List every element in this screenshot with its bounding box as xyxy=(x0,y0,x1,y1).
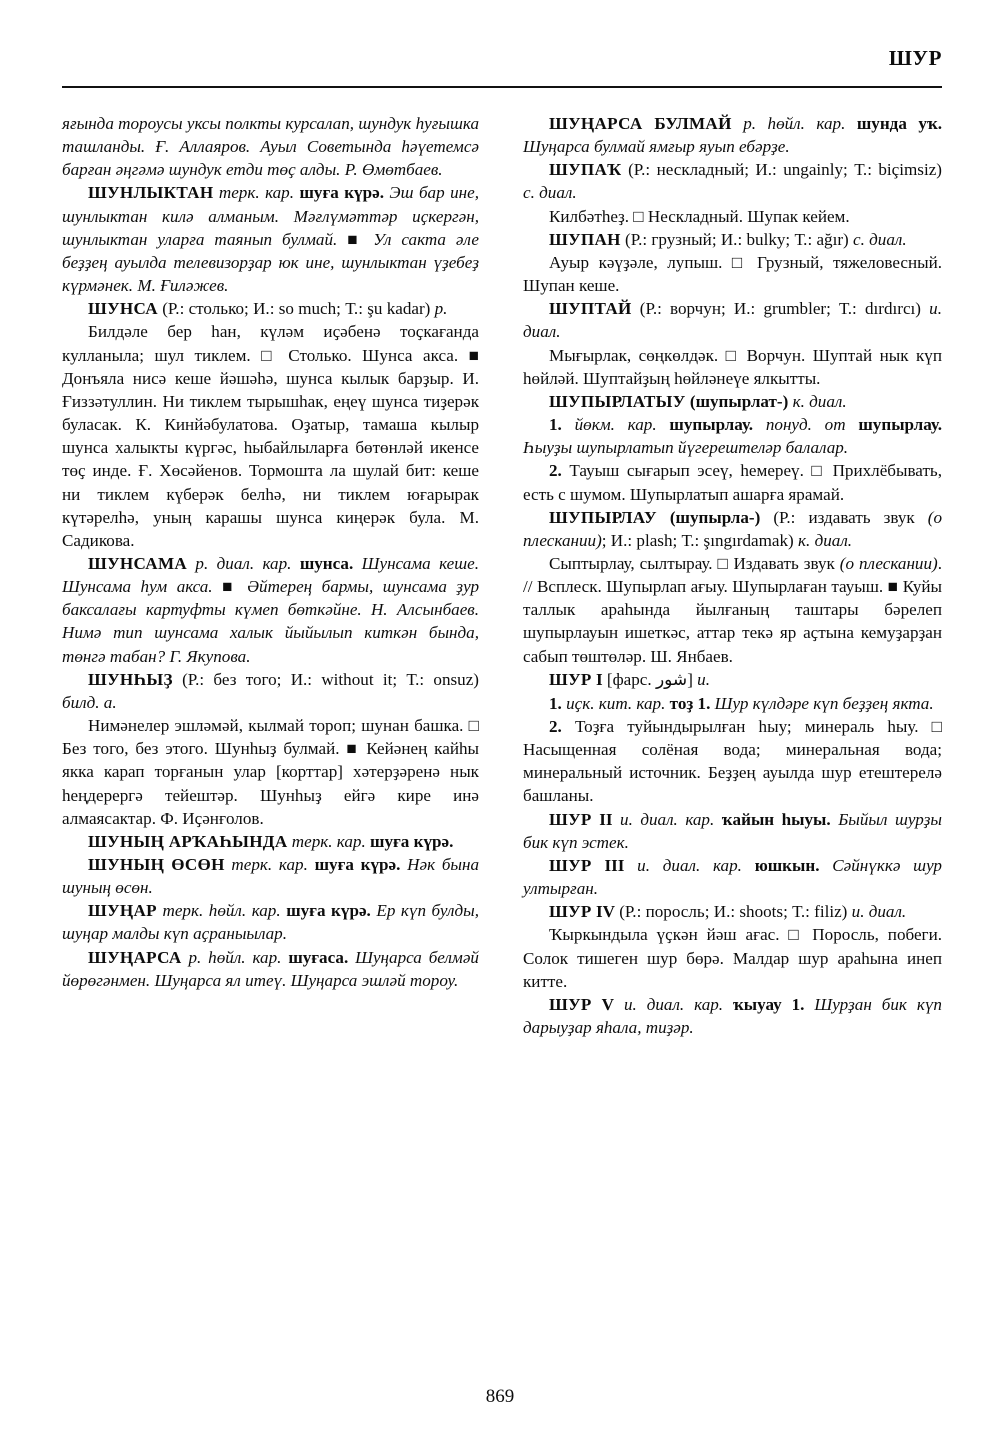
homonym-numeral: II xyxy=(599,809,613,829)
headword: ШУР xyxy=(549,855,592,875)
sense-label: иҫк. кит. кар. xyxy=(566,693,666,713)
sense-number: 1. xyxy=(549,415,562,435)
entry-text: Сәйнүккә шур ултырған. xyxy=(523,855,942,899)
entry-shunlyktan xyxy=(62,181,479,297)
entry-shupyrlatyu-sense-2 xyxy=(523,459,942,505)
header-rule xyxy=(62,86,942,88)
homonym-numeral: III xyxy=(604,855,625,875)
gloss-italic-note: (о плескании) xyxy=(523,507,942,550)
grammar-label: и. диал. xyxy=(523,299,942,342)
headword: ШУНЫҢ АРҠАҺЫНДА xyxy=(88,831,288,851)
sense-text: Килбәтһеҙ. □ Нескладный. Шупак кейем. xyxy=(549,206,850,226)
sense-prefix: Сыптырлау, сылтырау. □ Издавать звук xyxy=(549,553,835,573)
entry-text: Быйыл шурҙы бик күп эстек. xyxy=(523,809,943,852)
entry-shur-1-sense-2 xyxy=(523,715,942,808)
cross-reference: шуға күрә. xyxy=(370,831,454,851)
entry-shur-5 xyxy=(523,993,942,1039)
cross-reference: тоҙ 1. xyxy=(669,693,711,713)
entry-shunarsa xyxy=(62,946,479,992)
headword: ШУНЫҢ ӨСӨН xyxy=(88,855,225,874)
grammar-label: и. xyxy=(697,669,710,689)
entry-text: Ер күп булды, шуңар малды күп аҫраныылар. xyxy=(62,901,480,944)
entry-shunar xyxy=(62,899,479,945)
entry-shur-2 xyxy=(523,808,942,854)
entry-shunarsa-bulmay xyxy=(523,112,942,158)
grammar-label: и. диал. кар. xyxy=(623,994,724,1014)
entry-shunhyz-sense xyxy=(62,714,479,830)
page-folio xyxy=(0,1386,1000,1408)
entry-shunsa-sense xyxy=(62,320,479,552)
entry-shunhyz xyxy=(62,668,479,714)
sense-number: 2. xyxy=(549,461,562,481)
sense-text: Ауыр кәүҙәле, лупыш. □ Грузный, тяжеловесный. Шупан кеше. xyxy=(523,252,942,296)
entry-shupyrlatyu-sense-1 xyxy=(523,413,942,459)
sense-number: 1. xyxy=(549,693,562,713)
entry-text: Эш бар ине, шунлыктан килә алманым. Мәғлүмәттәр иҫкергән, шунлыктан уларға таянып булмай. ■ Ул сакта әле беҙҙең ауылда телевизорҙар юк ине, шунлыктан үҙебеҙ күрмәнек. М. Ғиләжев. xyxy=(62,183,479,296)
headword: ШУПЫРЛАУ xyxy=(549,507,657,527)
entry-text: Шурҙан бик күп дарыуҙар яһала, тиҙәр. xyxy=(523,994,942,1037)
entry-shupak-sense xyxy=(523,205,942,228)
headword: ШУР xyxy=(549,994,592,1014)
headword: ШУР xyxy=(549,809,592,829)
grammar-label: р. xyxy=(434,299,448,319)
headword: ШУНҺЫҘ xyxy=(88,669,173,689)
translation-gloss: (Р.: грузный; И.: bulky; Т.: ağır) xyxy=(625,229,849,249)
grammar-label: р. һөйл. кар. xyxy=(743,114,846,133)
headword: ШУПЫРЛАТЫУ xyxy=(549,391,686,411)
grammar-label: р. диал. кар. xyxy=(195,553,292,573)
headword: ШУҢАРСА xyxy=(88,947,182,967)
grammar-label: билд. а. xyxy=(62,692,117,712)
cross-reference: шуға күрә. xyxy=(299,183,384,203)
etymology-open: [фарс. xyxy=(606,669,652,689)
column-left xyxy=(62,112,479,992)
cross-reference: шуға күрә. xyxy=(314,855,401,874)
translation-gloss: (Р.: поросль; И.: shoots; Т.: filiz) xyxy=(619,902,848,922)
cross-reference: шуға күрә. xyxy=(286,901,371,921)
sense-text: Нимәнелер эшләмәй, кылмай тороп; шунан башка. □ Без того, без этого. Шунһыҙ булмай. ■ Кейәнең кайһы якка карап торғанын улар [корттар] хәтерҙәренә нык һеңдерергә тейештәр. Шунһыҙ ейгә кире инә алмаясактар. Ф. Иҫәнғолов. xyxy=(62,716,479,828)
entry-shupan-sense xyxy=(523,251,942,297)
sense-text: Тауыш сығарып эсеү, һемереү. □ Прихлёбывать, есть с шумом. Шупырлатып ашарға ярамай. xyxy=(523,461,942,504)
headword: ШУҢАР xyxy=(88,901,157,921)
etymology-arabic-script: شور xyxy=(655,669,688,690)
entry-shunyn-oson xyxy=(62,853,479,899)
cross-reference: ҡыуау 1. xyxy=(733,994,805,1014)
entry-shur-3 xyxy=(523,854,942,900)
entry-shur-1-sense-1 xyxy=(523,692,942,715)
grammar-label: р. һөйл. кар. xyxy=(188,947,282,967)
grammar-label: терк. кар. xyxy=(218,183,295,203)
cross-reference: юшкын. xyxy=(754,855,820,875)
entry-text: Шунсама кеше. Шунсама һум акса. ■ Әйтерең бармы, шунсама ҙур баксалағы картуфты күмеп бөткәйне. Н. Алсынбаев. Нимә тип шунсама халык йыйылып киткән бында, төнгә табан? Г. Якупова. xyxy=(62,553,480,666)
stem-form: (шупырла-) xyxy=(669,507,761,527)
cross-reference: шуғаса. xyxy=(288,947,349,967)
translation-gloss: (Р.: ворчун; И.: grumbler; Т.: dırdırcı) xyxy=(639,299,921,319)
russian-cross-reference: шупырлау. xyxy=(858,415,943,435)
entry-shuptay xyxy=(523,297,942,343)
entry-shupak xyxy=(523,158,942,204)
headword: ШУР xyxy=(549,669,592,689)
homonym-numeral: I xyxy=(595,669,603,689)
entry-shur-4-sense xyxy=(523,923,942,992)
continuation-text: яғында тороусы уксы полкты курсалап, шундук һуғышка ташланды. Ғ. Аллаяров. Ауыл Советында һәүетемсә барған әңгәмә шундук етди төҫ алды. Р. Өмөтбаев. xyxy=(62,114,479,180)
sense-text: Мығырлак, сөңкөлдәк. □ Ворчун. Шуптай нык күп һөйләй. Шуптайҙың һөйләнеүе ялкытты. xyxy=(523,345,942,388)
grammar-label: и. диал. кар. xyxy=(637,855,742,875)
grammar-label: с. диал. xyxy=(853,229,907,249)
continuation-paragraph xyxy=(62,112,479,181)
homonym-numeral: IV xyxy=(595,902,615,922)
running-head: ШУР xyxy=(888,46,942,70)
page-header xyxy=(62,42,942,88)
entry-text: Шуңарса белмәй йөрөгәнмен. Шуңарса ял итеү. Шуңарса эшләй тороу. xyxy=(62,947,479,990)
grammar-label: и. диал. xyxy=(851,902,907,922)
entry-shur-1 xyxy=(523,668,942,692)
headword: ШУНЛЫКТАН xyxy=(88,183,214,203)
sense-text: Тоҙға туйындырылған һыу; минераль һыу. □ Насыщенная солёная вода; минеральная вода; минеральный источник. Беҙҙең ауылда шур етештерелә башланы. xyxy=(523,716,942,806)
entry-shunsama xyxy=(62,552,479,668)
grammar-label: терк. һөйл. кар. xyxy=(162,901,281,921)
grammar-label: к. диал. xyxy=(798,530,853,550)
translation-gloss: (Р.: нескладный; И.: ungainly; Т.: biçimsiz) xyxy=(628,160,942,180)
grammar-label: к. диал. xyxy=(792,391,847,411)
headword: ШУҢАРСА БУЛМАЙ xyxy=(549,114,732,133)
grammar-label: терк. кар. xyxy=(291,831,366,851)
grammar-label: терк. кар. xyxy=(231,855,308,874)
sense-label: йөкм. кар. xyxy=(574,415,657,435)
gloss-suffix: ; И.: plash; Т.: şıngırdamak) xyxy=(601,530,794,550)
translation-gloss: (Р.: столько; И.: so much; Т.: şu kadar) xyxy=(162,299,431,319)
entry-text: Нәк бына шуның өсөн. xyxy=(62,855,480,898)
headword: ШУНСА xyxy=(88,299,158,319)
cross-reference: шупырлау. xyxy=(669,415,754,435)
entry-shunsa xyxy=(62,297,479,320)
translation-gloss: (Р.: без того; И.: without it; Т.: onsuz) xyxy=(182,669,479,689)
entry-shur-4 xyxy=(523,900,942,923)
headword: ШУПАҠ xyxy=(549,160,622,180)
russian-label: понуд. от xyxy=(765,415,846,435)
sense-number: 2. xyxy=(549,716,562,736)
cross-reference: ҡайын һыуы. xyxy=(721,809,831,829)
cross-reference: шунса. xyxy=(299,553,354,573)
gloss-prefix: (Р.: издавать звук xyxy=(773,507,915,527)
entry-shupan xyxy=(523,228,942,251)
column-right xyxy=(523,112,942,1039)
entry-shupyrlatyu xyxy=(523,390,942,413)
headword: ШУПТАЙ xyxy=(549,299,632,319)
cross-reference: шунда уҡ. xyxy=(856,114,942,133)
homonym-numeral: V xyxy=(601,994,614,1014)
example-text: Шур күлдәре күп беҙҙең якта. xyxy=(714,693,934,713)
entry-shupyrlau xyxy=(523,506,942,552)
entry-shupyrlau-sense xyxy=(523,552,942,668)
headword: ШУНСАМА xyxy=(88,553,188,573)
page-number: 869 xyxy=(485,1386,515,1407)
sense-suffix: . // Всплеск. Шупырлап ағыу. Шупырлаған тауыш. ■ Куйы таллык араһында йылғаның таштары бәрелеп шупырлауын ишеткәс, аттар текә яр аҫтына кемуҙарҙан сабып төштөләр. Ш. Янбаев. xyxy=(523,553,942,666)
entry-text: Шуңарса булмай ямғыр яуып ебәрҙе. xyxy=(523,137,790,157)
sense-text: Билдәле бер һан, күләм иҫәбенә тоҫкағанда кулланыла; шул тиклем. □ Столько. Шунса акса. ■ Донъяла нисә кеше йәшәһә, шунса кылык барҙыр. И. Ғиззәтуллин. Ни тиклем тырышһак, еңеү шунса тиҙерәк буласак. К. Кинйәбулатова. Оҙатыр, тамаша кылыр шунса халыкты күргәс, һыбайлыларға бөтөнләй икенсе төҫ инде. Ғ. Хөсәйенов. Тормошта ла шулай бит: кеше ни тиклем күберәк белһә, ни тиклем юғарырак күтәрелһә, уның карашы шунса киңерәк була. М. Садикова. xyxy=(62,322,479,550)
headword: ШУПАН xyxy=(549,229,621,249)
sense-text: Ҡыркындыла үҫкән йәш ағас. □ Поросль, побеги. Солок тишеген шур бөрә. Малдар шур араһына инеп китте. xyxy=(523,925,942,991)
stem-form: (шупырлат-) xyxy=(689,391,789,411)
etymology-close: ] xyxy=(687,669,693,689)
example-text: Һыуҙы шупырлатып йүгерештеләр балалар. xyxy=(523,438,849,458)
entry-shunyn-arkahynda xyxy=(62,830,479,853)
entry-shuptay-sense xyxy=(523,344,942,390)
grammar-label: и. диал. кар. xyxy=(620,809,715,829)
text-columns xyxy=(62,112,942,1382)
sense-italic-note: (о плескании) xyxy=(839,553,938,573)
headword: ШУР xyxy=(549,902,592,922)
grammar-label: с. диал. xyxy=(523,183,577,203)
